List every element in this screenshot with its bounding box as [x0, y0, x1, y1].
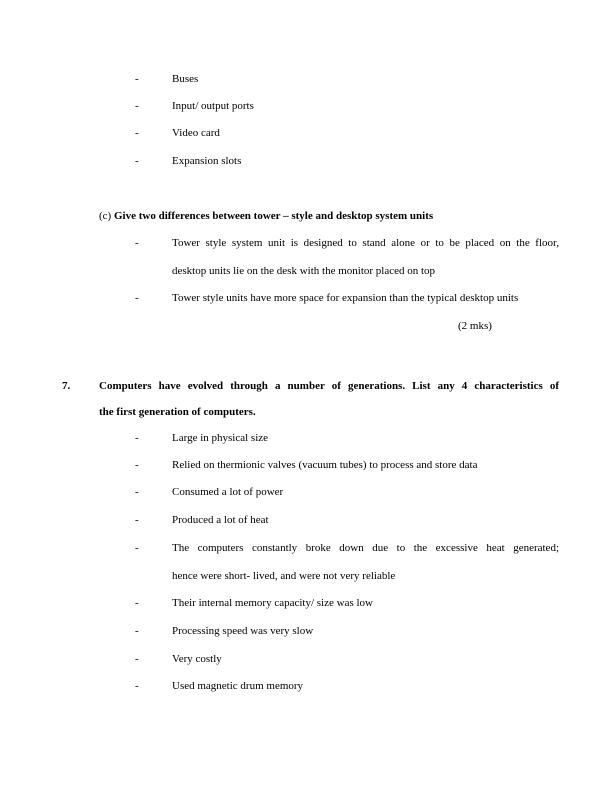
- bullet-dash: -: [135, 292, 139, 304]
- answer-line: Large in physical size: [172, 432, 269, 444]
- answer-line: Consumed a lot of power: [172, 486, 284, 498]
- question-c: [99, 209, 433, 223]
- bullet-dash: -: [135, 459, 139, 471]
- bullet-dash: -: [135, 100, 139, 112]
- bullet-dash: -: [135, 625, 139, 637]
- answer-line: Very costly: [172, 653, 222, 665]
- answer-line: Tower style units have more space for expansion than the typical desktop units: [172, 292, 519, 304]
- list-item: Buses: [172, 73, 199, 85]
- answer-line: desktop units lie on the desk with the monitor placed on top: [172, 265, 436, 277]
- list-item: Input/ output ports: [172, 100, 254, 112]
- bullet-dash: -: [135, 486, 139, 498]
- question-number: 7.: [62, 380, 71, 392]
- bullet-dash: -: [135, 680, 139, 692]
- marks-label: (2 mks): [458, 320, 492, 332]
- answer-line: Tower style system unit is designed to stand alone or to be placed on the floor,: [172, 237, 559, 249]
- answer-line: Produced a lot of heat: [172, 514, 269, 526]
- bullet-dash: -: [135, 597, 139, 609]
- question-label: (c): [99, 210, 112, 222]
- bullet-dash: -: [135, 73, 139, 85]
- question-text: Give two differences between tower – style and desktop system units: [113, 210, 434, 222]
- bullet-dash: -: [135, 155, 139, 167]
- answer-line: hence were short- lived, and were not very reliable: [172, 570, 396, 582]
- bullet-dash: -: [135, 432, 139, 444]
- bullet-dash: -: [135, 237, 139, 249]
- answer-line: Processing speed was very slow: [172, 625, 314, 637]
- question-text: the first generation of computers.: [99, 406, 256, 418]
- bullet-dash: -: [135, 514, 139, 526]
- bullet-dash: -: [135, 653, 139, 665]
- answer-line: Their internal memory capacity/ size was low: [172, 597, 373, 609]
- answer-line: Used magnetic drum memory: [172, 680, 304, 692]
- answer-line: Relied on thermionic valves (vacuum tubes) to process and store data: [172, 459, 478, 471]
- list-item: Video card: [172, 127, 220, 139]
- bullet-dash: -: [135, 127, 139, 139]
- answer-line: The computers constantly broke down due to the excessive heat generated;: [172, 542, 559, 554]
- list-item: Expansion slots: [172, 155, 242, 167]
- question-text: Computers have evolved through a number of generations. List any 4 characteristics of: [99, 380, 559, 392]
- bullet-dash: -: [135, 542, 139, 554]
